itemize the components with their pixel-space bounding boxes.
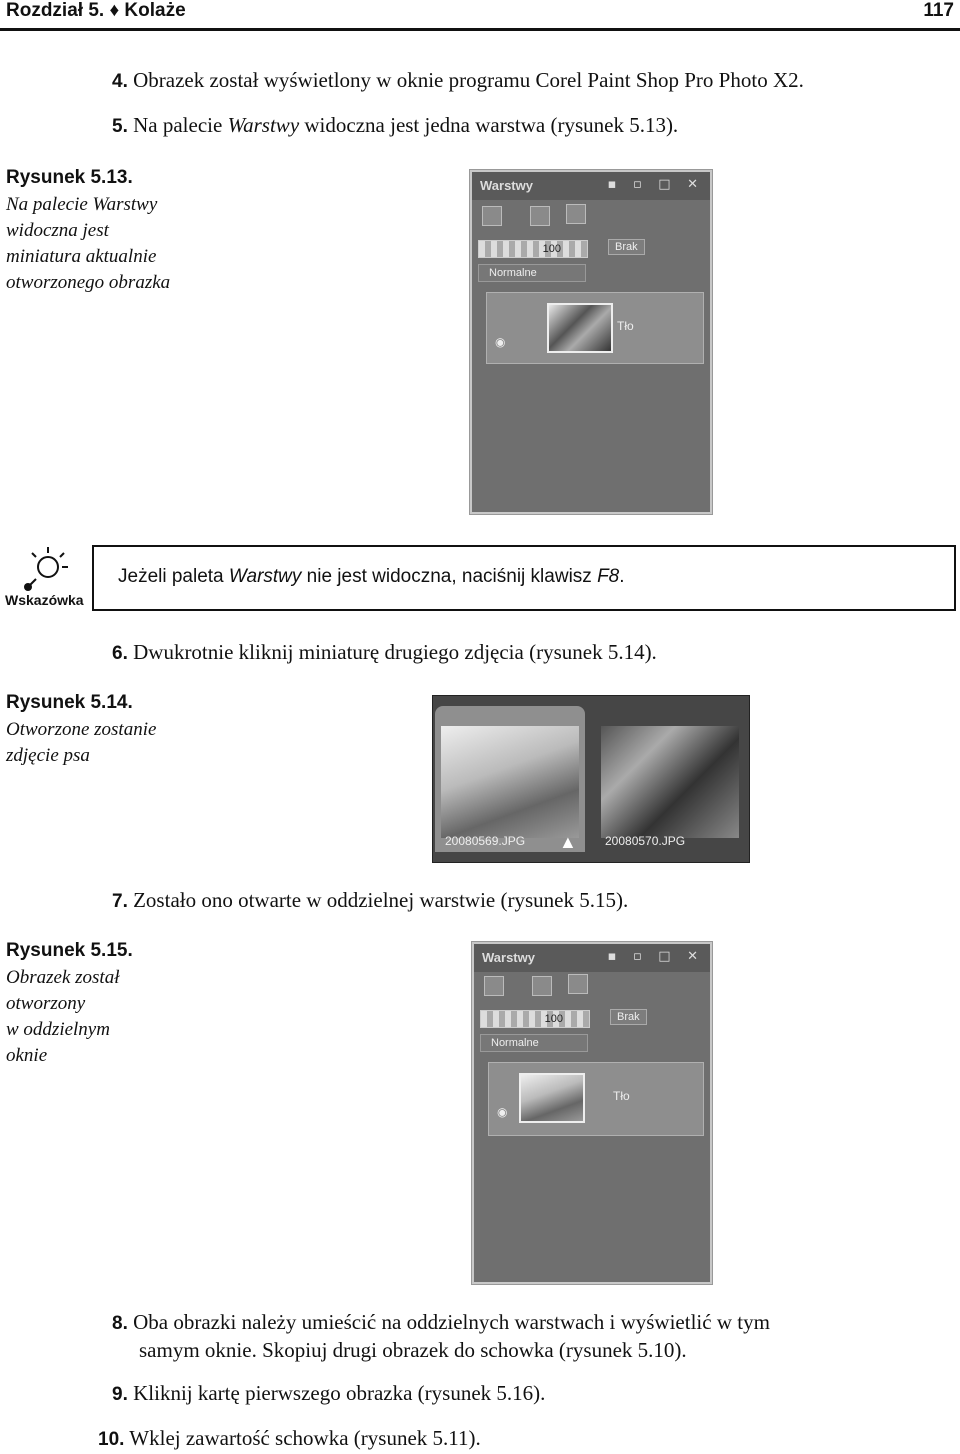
window-controls[interactable]: ▪ ▫ □ ✕ [607,177,704,192]
mask-button[interactable]: Brak [608,239,645,255]
figure-caption-title: Rysunek 5.15. [6,940,133,961]
new-layer-icon[interactable] [482,206,502,226]
plant-photo-thumbnail[interactable] [601,726,739,838]
step-8: 8. Oba obrazki należy umieścić na oddzielnych warstwach i wyświetlić w tym [112,1310,770,1334]
file-name: 20080569.JPG [445,834,526,848]
mask-button[interactable]: Brak [610,1009,647,1025]
step-6: 6. Dwukrotnie kliknij miniaturę drugiego zdjęcia (rysunek 5.14). [112,640,657,664]
gear-icon[interactable] [566,204,586,224]
figure-caption-text: Na palecie Warstwy widoczna jest miniatura aktualnie otworzonego obrazka [6,194,171,293]
new-layer-icon[interactable] [484,976,504,996]
step-5: 5. Na palecie Warstwy widoczna jest jedna warstwa (rysunek 5.13). [112,113,679,137]
eye-icon[interactable]: ◉ [495,335,506,349]
delete-layer-icon[interactable] [532,976,552,996]
figure-caption-title: Rysunek 5.14. [6,692,133,713]
browser-item[interactable] [435,706,585,852]
tip-text: Jeżeli paleta Warstwy nie jest widoczna, naciśnij klawisz F8. [118,566,625,587]
blend-mode-select[interactable]: Normalne [478,264,586,282]
layers-palette [470,170,712,514]
image-browser [432,695,750,863]
palette-titlebar: Warstwy ▪ ▫ □ ✕ [472,172,710,200]
mouse-cursor-icon: ▲ [559,832,577,852]
opacity-slider[interactable]: 100 [478,240,588,258]
step-9: 9. Kliknij kartę pierwszego obrazka (rysunek 5.16). [112,1381,546,1405]
step-7: 7. Zostało ono otwarte w oddzielnej warstwie (rysunek 5.15). [112,888,629,912]
figure-caption-text: Otworzone zostanie zdjęcie psa [6,719,157,766]
layer-row[interactable] [486,292,704,364]
layer-name: Tło [617,319,634,333]
layer-thumbnail[interactable] [519,1073,585,1123]
page-number: 117 [923,0,954,21]
gear-icon[interactable] [568,974,588,994]
figure-caption-text: Obrazek został otworzony w oddzielnym oknie [6,967,120,1066]
window-controls[interactable]: ▪ ▫ □ ✕ [607,949,704,964]
blend-mode-select[interactable]: Normalne [480,1034,588,1052]
eye-icon[interactable]: ◉ [497,1105,508,1119]
page-header [0,0,960,31]
delete-layer-icon[interactable] [530,206,550,226]
palette-titlebar: Warstwy ▪ ▫ □ ✕ [474,944,710,972]
tip-label: Wskazówka [5,592,84,608]
file-name: 20080570.JPG [605,834,686,848]
step-10: 10. Wklej zawartość schowka (rysunek 5.11). [98,1426,481,1450]
layer-row[interactable] [488,1062,704,1136]
step-4: 4. Obrazek został wyświetlony w oknie programu Corel Paint Shop Pro Photo X2. [112,68,804,92]
browser-item[interactable] [595,706,745,852]
dog-photo-thumbnail[interactable] [441,726,579,838]
opacity-slider[interactable]: 100 [480,1010,590,1028]
figure-caption-title: Rysunek 5.13. [6,167,133,188]
layer-thumbnail[interactable] [547,303,613,353]
layer-name: Tło [613,1089,630,1103]
chapter-title: Rozdział 5. ♦ Kolaże [6,0,186,21]
layers-palette [472,942,712,1284]
step-8-continued: samym oknie. Skopiuj drugi obrazek do schowka (rysunek 5.10). [139,1338,687,1362]
